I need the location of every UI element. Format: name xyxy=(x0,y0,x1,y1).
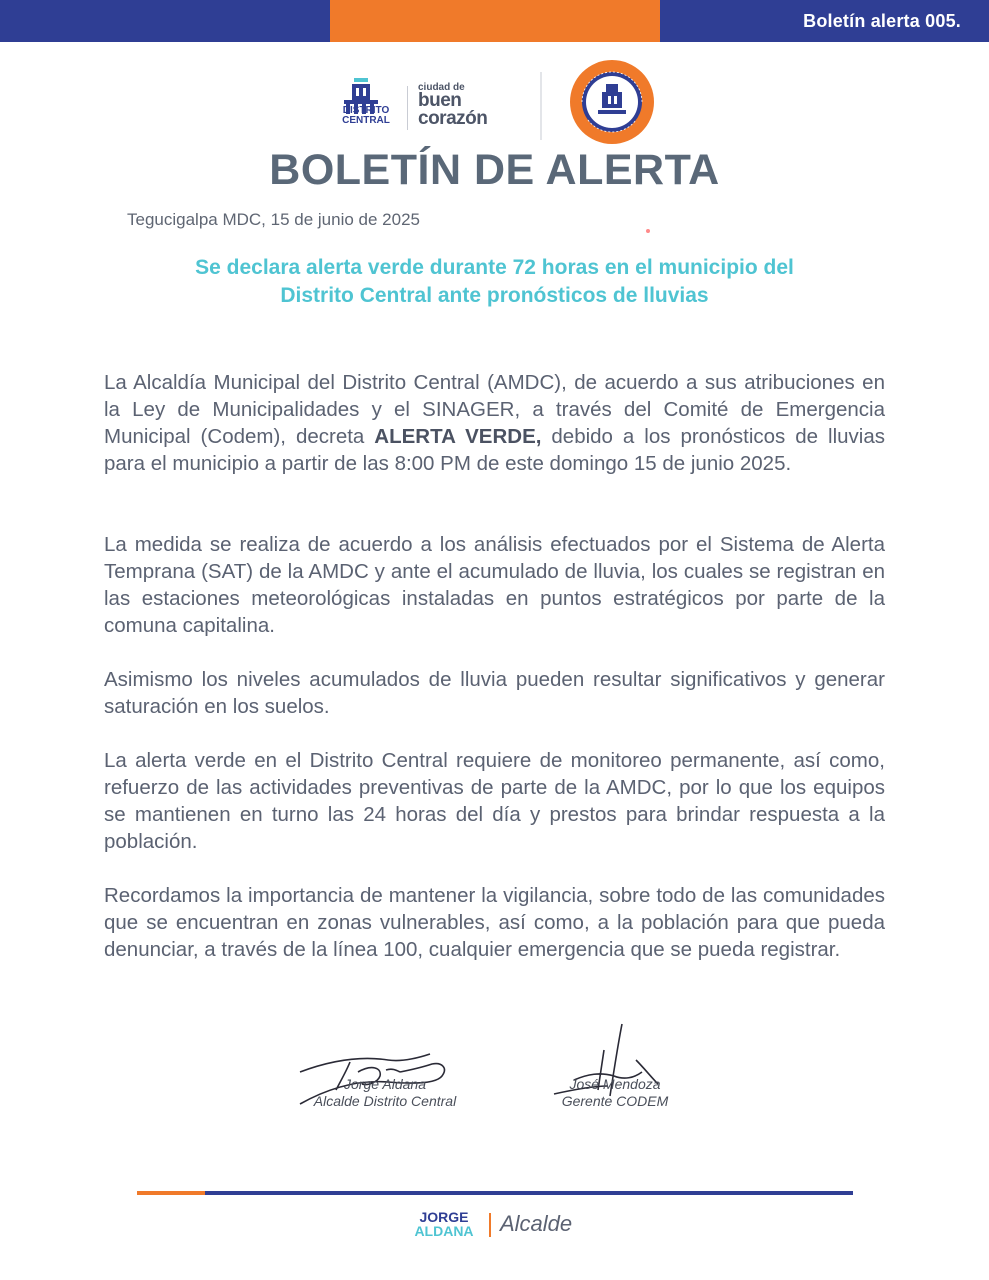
document-subtitle xyxy=(100,254,889,310)
footer-divider-orange xyxy=(137,1191,205,1195)
footer-name-first: JORGE xyxy=(419,1209,469,1225)
paragraph-5: Recordamos la importancia de mantener la vigilancia, sobre todo de las comunidades que se encuentran en zonas vulnerables, así como, a la población para que pueda denunciar, a través de la línea 100, cualquier emergencia que se pueda registrar. xyxy=(104,884,885,961)
logo-row xyxy=(0,58,989,158)
paragraph-1-end: debido a los pronósticos de lluvias para el municipio a partir de las 8:00 PM de este domingo 15 de junio 2025. xyxy=(104,425,885,475)
page-title: BOLETÍN DE ALERTA xyxy=(269,146,720,194)
top-banner xyxy=(0,0,989,42)
paragraph-2: La medida se realiza de acuerdo a los análisis efectuados por el Sistema de Alerta Temprana (SAT) de la AMDC y ante el acumulado de lluvia, los cuales se registran en las estaciones meteorológicas instaladas en puntos estratégicos por parte de la comuna capitalina. xyxy=(104,533,885,637)
top-banner-navy-left xyxy=(0,0,330,42)
bulletin-number: Boletín alerta 005. xyxy=(803,11,961,31)
footer-separator xyxy=(489,1213,491,1237)
signatory-name: Jorge Aldana xyxy=(344,1076,426,1092)
buen-corazon-line2: corazón xyxy=(418,108,488,129)
footer-divider-navy xyxy=(205,1191,853,1195)
signatory-role: Alcalde Distrito Central xyxy=(313,1093,457,1109)
codem-seal-icon xyxy=(568,58,656,146)
logo-divider xyxy=(407,86,408,130)
stray-dot xyxy=(646,229,650,233)
signatory-role: Gerente CODEM xyxy=(561,1093,669,1109)
signature-block-mayor xyxy=(295,1076,475,1110)
alerta-verde-emphasis: ALERTA VERDE, xyxy=(374,425,542,448)
buen-corazon-small: ciudad de xyxy=(418,82,465,93)
paragraph-3: Asimismo los niveles acumulados de lluvia pueden resultar significativos y generar saturación en los suelos. xyxy=(104,668,885,718)
top-banner-orange xyxy=(330,0,660,42)
signature-block-codem xyxy=(540,1076,690,1110)
subtitle-line1: Se declara alerta verde durante 72 horas en el municipio del xyxy=(195,256,794,279)
footer-divider xyxy=(137,1191,853,1195)
buen-corazon-line1: buen xyxy=(418,90,462,111)
footer-title: Alcalde xyxy=(500,1211,573,1236)
paragraph-1 xyxy=(104,369,885,477)
footer-name-last: ALDANA xyxy=(414,1223,474,1239)
logo-divider-2 xyxy=(540,72,542,140)
paragraph-4: La alerta verde en el Distrito Central requiere de monitoreo permanente, así como, refuerzo de las actividades preventivas de parte de la AMDC, por lo que los equipos se mantienen en turno las 24 horas del día y prestos para brindar respuesta a la población. xyxy=(104,749,885,853)
footer-name xyxy=(405,1210,483,1238)
distrito-central-line2: CENTRAL xyxy=(342,115,390,126)
distrito-central-line1: DISTRITO xyxy=(342,105,390,116)
paragraph-1-start: La Alcaldía Municipal del Distrito Central (AMDC), de acuerdo a sus atribuciones en la Ley de Municipalidades y el SINAGER, a través del Comité de Emergencia Municipal (Codem), decreta xyxy=(104,371,885,448)
buen-corazon-logo xyxy=(418,92,487,128)
document-date: Tegucigalpa MDC, 15 de junio de 2025 xyxy=(127,210,420,229)
subtitle-line2: Distrito Central ante pronósticos de lluvias xyxy=(280,284,709,307)
distrito-central-text xyxy=(334,106,398,126)
signatory-name: José Mendoza xyxy=(569,1076,661,1092)
